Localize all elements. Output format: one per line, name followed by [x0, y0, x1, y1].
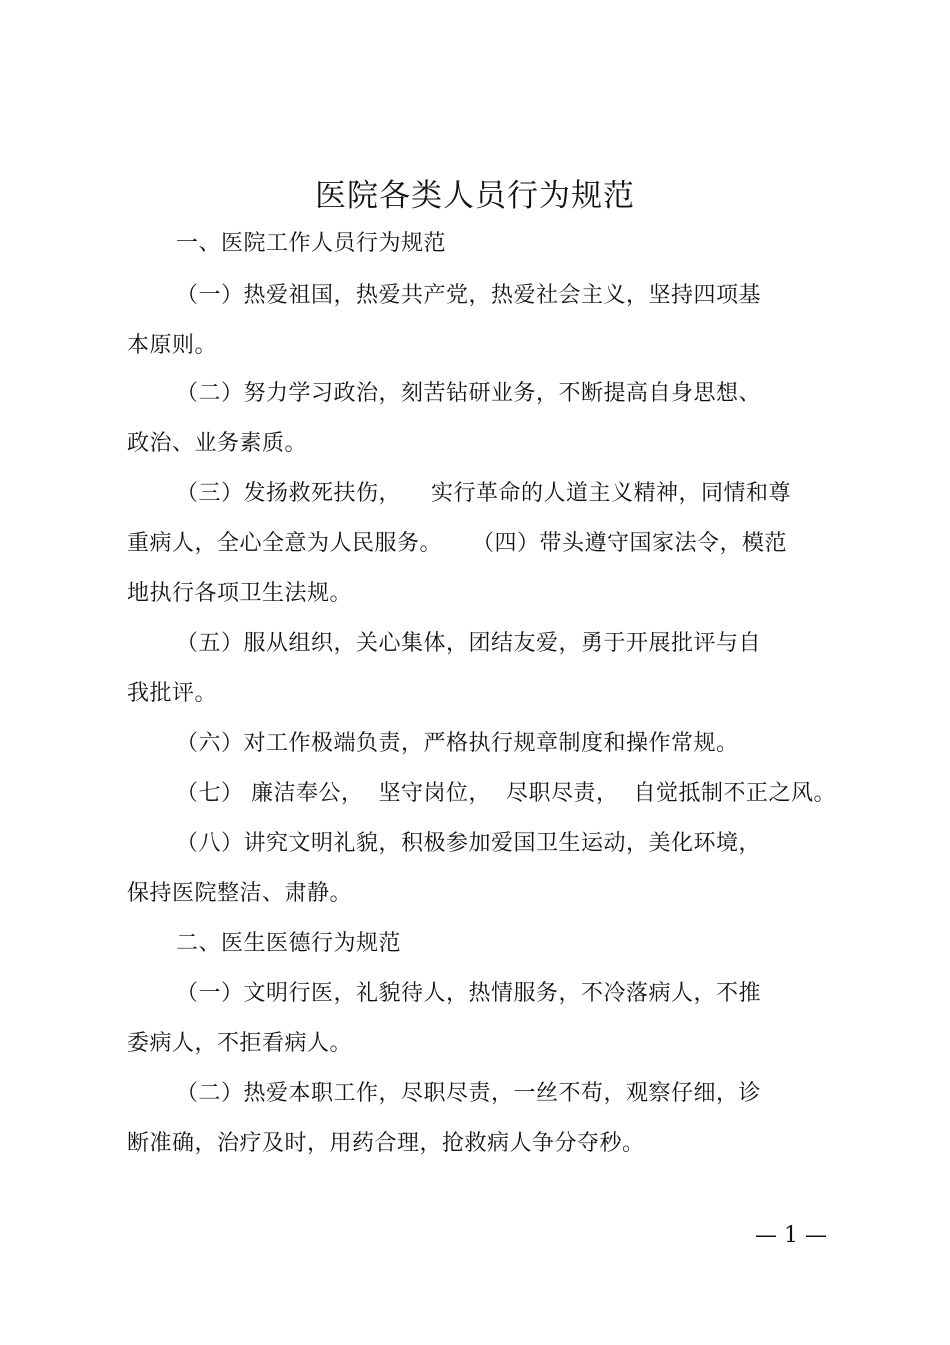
paragraph-line: （二）努力学习政治，刻苦钻研业务，不断提高自身思想、	[176, 381, 762, 406]
paragraph-line: 委病人，不拒看病人。	[127, 1031, 353, 1056]
paragraph-line: 地执行各项卫生法规。	[127, 581, 353, 606]
paragraph-line: 断准确，治疗及时，用药合理，抢救病人争分夺秒。	[127, 1131, 645, 1156]
section-heading-1: 一、医院工作人员行为规范	[176, 231, 447, 256]
paragraph-line: （五）服从组织，关心集体，团结友爱，勇于开展批评与自	[176, 631, 762, 656]
paragraph-line: 保持医院整洁、肃静。	[127, 881, 353, 906]
paragraph-line: （六）对工作极端负责，严格执行规章制度和操作常规。	[176, 731, 739, 756]
page-number: — 1 —	[755, 1223, 827, 1248]
document-title: 医院各类人员行为规范	[315, 178, 635, 214]
paragraph-line: 政治、业务素质。	[127, 431, 308, 456]
paragraph-line: （七） 廉洁奉公， 坚守岗位， 尽职尽责， 自觉抵制不正之风。	[176, 781, 836, 806]
paragraph-line: （一）文明行医，礼貌待人，热情服务，不冷落病人，不推	[176, 981, 762, 1006]
paragraph-line: （二）热爱本职工作，尽职尽责，一丝不苟，观察仔细，诊	[176, 1081, 762, 1106]
paragraph-line: 重病人，全心全意为人民服务。 （四）带头遵守国家法令，模范	[127, 531, 787, 556]
paragraph-line: 本原则。	[127, 333, 218, 358]
paragraph-line: （八）讲究文明礼貌，积极参加爱国卫生运动，美化环境，	[176, 831, 762, 856]
section-heading-2: 二、医生医德行为规范	[176, 931, 402, 956]
paragraph-line: （一）热爱祖国，热爱共产党，热爱社会主义，坚持四项基	[176, 283, 762, 308]
paragraph-line: 我批评。	[127, 681, 218, 706]
paragraph-line: （三）发扬救死扶伤， 实行革命的人道主义精神，同情和尊	[176, 481, 791, 506]
